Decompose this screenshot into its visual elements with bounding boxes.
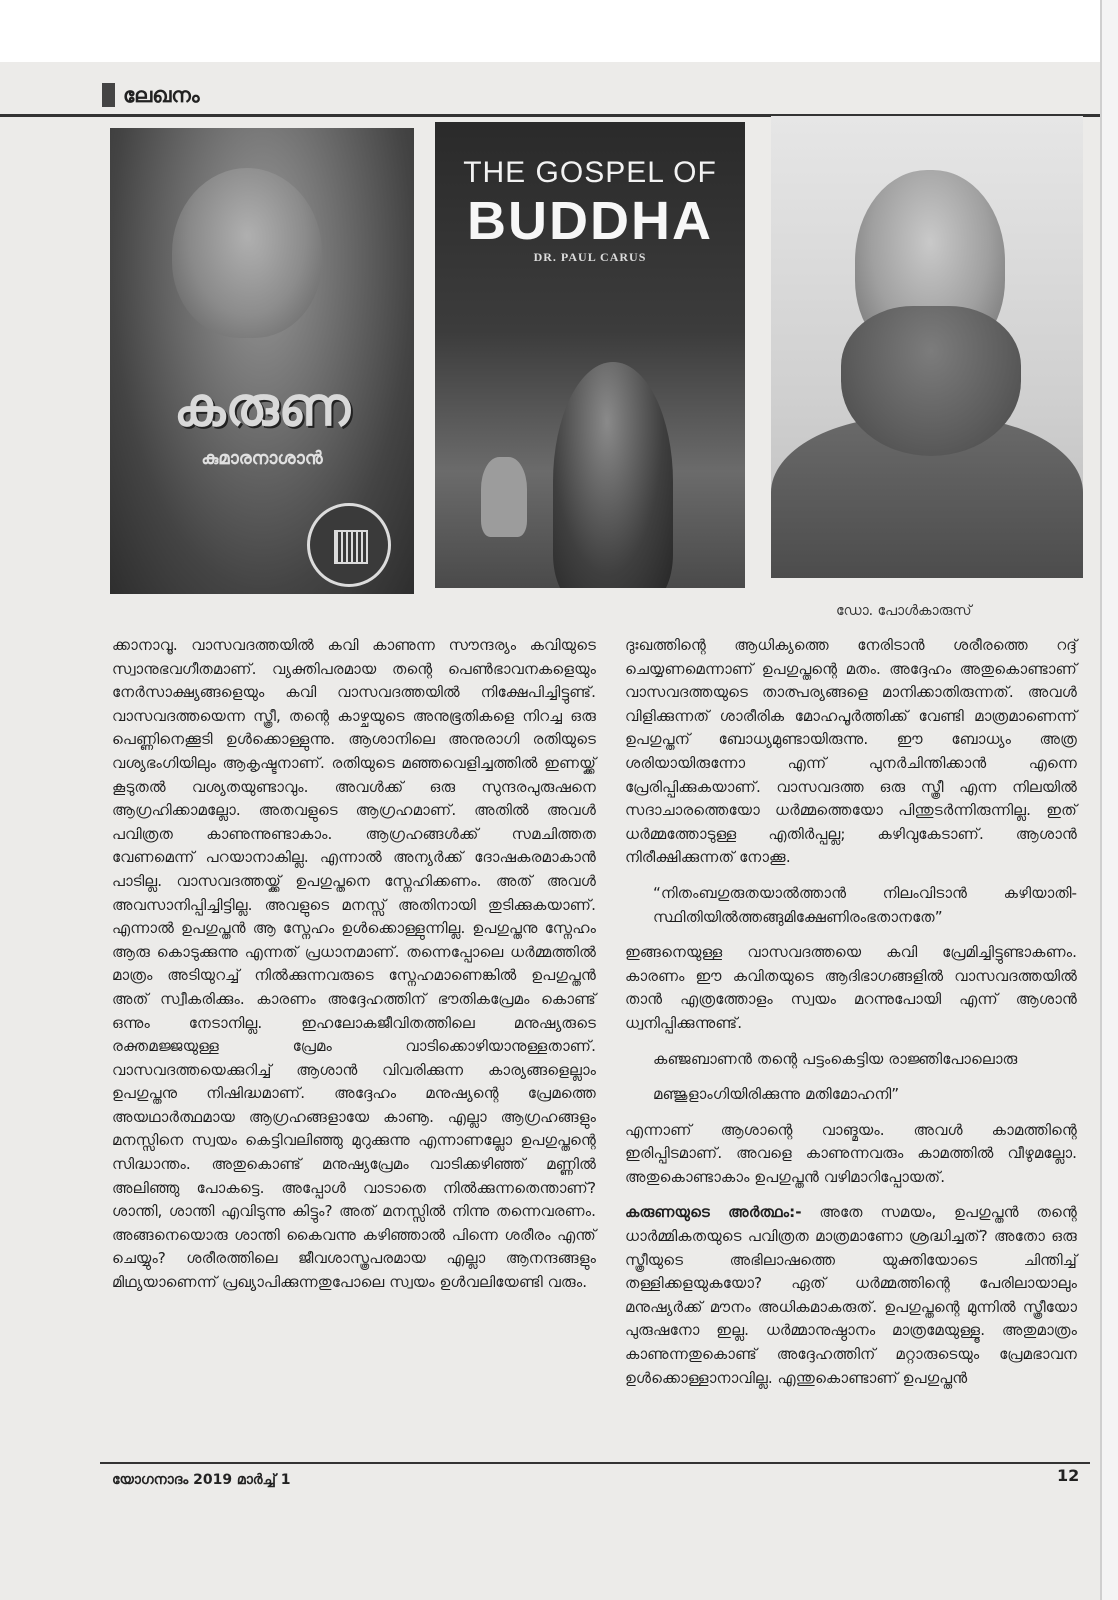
section-label: ലേഖനം [123, 82, 200, 107]
portrait-caption: ഡോ. പോൾകാരുസ് [836, 603, 972, 619]
publication-footer: യോഗനാദം 2019 മാർച്ച് 1 [112, 1472, 291, 1488]
karuna-cover-title: കരുണ [173, 374, 351, 438]
buddha-statue-image [553, 362, 673, 588]
karuna-cover-author: കുമാരനാശാൻ [201, 448, 323, 469]
article-column-left [112, 634, 596, 1307]
paragraph-text: അതേ സമയം, ഉപഗുപ്തൻ തന്റെ ധാർമ്മികതയുടെ പവിത്രത മാത്രമാണോ ശ്രദ്ധിച്ചത്? അതോ ഒരു സ്ത്രീയുടെ അഭിലാഷത്തെ യുക്തിയോടെ ചിന്തിച്ച് തള്ളിക്കളയുകയോ? ഏത് ധർമ്മത്തിന്റെ പേരിലായാലും മനുഷ്യർക്ക് മൗനം അധികമാകരുത്. ഉപഗുപ്തന്റെ മുന്നിൽ സ്ത്രീയോ പുരുഷനോ ഇല്ല. ധർമ്മാനുഷ്ഠാനം മാത്രമേയുള്ളൂ. അതുമാത്രം കാണുന്നതുകൊണ്ട് അദ്ദേഹത്തിന് മറ്റാരുടെയും പ്രേമഭാവന ഉൾക്കൊള്ളാനാവില്ല. എന്തുകൊണ്ടാണ് ഉപഗുപ്തൻ [625, 1203, 1077, 1387]
page-number: 12 [1057, 1466, 1080, 1485]
gospel-cover-title-line2: BUDDHA [467, 191, 713, 251]
subheading: കരുണയുടെ അർത്ഥം:- [625, 1203, 802, 1222]
author-portrait [771, 116, 1083, 578]
stamp-grid-icon [334, 530, 368, 564]
section-marker [102, 83, 115, 107]
paragraph [625, 1201, 1077, 1390]
bookstore-stamp-icon [307, 503, 391, 587]
gospel-book-cover [435, 122, 745, 588]
face-illustration [172, 168, 322, 338]
footer-rule [100, 1462, 1090, 1464]
paragraph: എന്നാണ് ആശാന്റെ വാങ്മയം. അവൾ കാമത്തിന്റെ ഇരിപ്പിടമാണ്. അവളെ കാണുന്നവരും കാമത്തിൽ വീഴുമല്ലോ. അതുകൊണ്ടാകാം ഉപഗുപ്തൻ വഴിമാറിപ്പോയത്. [625, 1120, 1077, 1186]
paragraph: ഇങ്ങനെയുള്ള വാസവദത്തയെ കവി പ്രേമിച്ചിട്ടുണ്ടാകണം. കാരണം ഈ കവിതയുടെ ആദിഭാഗങ്ങളിൽ വാസവദത്തയിൽ താൻ എത്രത്തോളം സ്വയം മറന്നുപോയി എന്ന് ആശാൻ ധ്വനിപ്പിക്കുന്നുണ്ട്. [625, 943, 1077, 1032]
section-header [102, 80, 200, 110]
verse-quote: “നിതംബഗുരുതയാൽത്താൻ നിലംവിടാൻ കഴിയാതി- സ്ഥിതിയിൽത്തങ്ങുമിക്ഷേണിരംഭതാനതേ” [653, 883, 1077, 926]
article-column-right [625, 634, 1077, 1402]
gospel-cover-title-line1: THE GOSPEL OF [463, 156, 717, 189]
portrait-beard [841, 306, 1021, 456]
paragraph: ദുഃഖത്തിന്റെ ആധിക്യത്തെ നേരിടാൻ ശരീരത്തെ റദ്ദ് ചെയ്യണമെന്നാണ് ഉപഗുപ്തന്റെ മതം. അദ്ദേഹം അതുകൊണ്ടാണ് വാസവദത്തയുടെ താത്പര്യങ്ങളെ മാനിക്കാതിരുന്നത്. അവൾ വിളിക്കുന്നത് ശാരീരിക മോഹപൂർത്തിക്ക് വേണ്ടി മാത്രമാണെന്ന് ഉപഗുപ്തന് ബോധ്യമുണ്ടായിരുന്നു. ഈ ബോധ്യം അത്ര ശരിയായിരുന്നോ എന്ന് പുനർചിന്തിക്കാൻ എന്നെ പ്രേരിപ്പിക്കുകയാണ്. വാസവദത്ത ഒരു സ്ത്രീ എന്ന നിലയിൽ സദാചാരത്തെയോ ധർമ്മത്തെയോ പിന്തുടർന്നിരുന്നില്ല. ഇത് ധർമ്മത്തോടുള്ള എതിർപ്പല്ല; കഴിവുകേടാണ്. ആശാൻ നിരീക്ഷിക്കുന്നത് നോക്കൂ. [625, 636, 1077, 867]
buddha-hand-image [481, 457, 527, 537]
gospel-cover-author: DR. PAUL CARUS [533, 250, 647, 264]
page-edge [1100, 0, 1118, 1600]
verse-quote: കഞ്ജബാണൻ തന്റെ പട്ടംകെട്ടിയ രാജ്ഞിപോലൊരു [653, 1049, 1018, 1068]
paragraph: ക്കാനാവൂ. വാസവദത്തയിൽ കവി കാണുന്ന സൗന്ദര്യം കവിയുടെ സ്വാനുഭവഗീതമാണ്. വ്യക്തിപരമായ തന്റെ പെൺഭാവനകളെയും നേർസാക്ഷ്യങ്ങളെയും കവി വാസവദത്തയിൽ നിക്ഷേപിച്ചിട്ടുണ്ട്. വാസവദത്തയെന്ന സ്ത്രീ, തന്റെ കാഴ്ചയുടെ അനുഭൂതികളെ നിറച്ച ഒരു പെണ്ണിനെക്കൂടി ഉൾക്കൊള്ളുന്നു. ആശാനിലെ അനുരാഗി രതിയുടെ വശ്യഭംഗിയിലും ആകൃഷ്ടനാണ്. രതിയുടെ മഞ്ഞവെളിച്ചത്തിൽ ഇണയ്ക്ക് കൂടുതൽ വശ്യതയുണ്ടാവും. അവൾക്ക് ഒരു സുന്ദരപുരുഷനെ ആഗ്രഹിക്കാമല്ലോ. അതവളുടെ ആഗ്രഹമാണ്. അതിൽ അവൾ പവിത്രത കാണുന്നുണ്ടാകാം. ആഗ്രഹങ്ങൾക്ക് സമചിത്തത വേണമെന്ന് പറയാനാകില്ല. എന്നാൽ അന്യർക്ക് ദോഷകരമാകാൻ പാടില്ല. വാസവദത്തയ്ക്ക് ഉപഗുപ്തനെ സ്നേഹിക്കണം. അത് അവൾ അവസാനിപ്പിച്ചിട്ടില്ല. അവളുടെ മനസ്സ് അതിനായി തുടിക്കുകയാണ്. എന്നാൽ ഉപഗുപ്തൻ ആ സ്നേഹം ഉൾക്കൊള്ളുന്നില്ല. ഉപഗുപ്തനു സ്നേഹം ആരു കൊടുക്കുന്നു എന്നത് പ്രധാനമാണ്. തന്നെപ്പോലെ ധർമ്മത്തിൽ മാത്രം അടിയുറച്ച് നിൽക്കുന്നവരുടെ സ്നേഹമാണെങ്കിൽ ഉപഗുപ്തൻ അത് സ്വീകരിക്കും. കാരണം അദ്ദേഹത്തിന് ഭൗതികപ്രേമം കൊണ്ട് ഒന്നും നേടാനില്ല. ഇഹലോകജീവിതത്തിലെ മനുഷ്യരുടെ രക്തമജ്ജയുള്ള പ്രേമം വാടിക്കൊഴിയാനുള്ളതാണ്. വാസവദത്തയെക്കുറിച്ച് ആശാൻ വിവരിക്കുന്ന കാര്യങ്ങളെല്ലാം ഉപഗുപ്തനു നിഷിദ്ധമാണ്. അദ്ദേഹം മനുഷ്യന്റെ പ്രേമത്തെ അയഥാർത്ഥമായ ആഗ്രഹങ്ങളായേ കാണൂ. എല്ലാ ആഗ്രഹങ്ങളും മനസ്സിനെ സ്വയം കെട്ടിവലിഞ്ഞു മുറുക്കുന്നു എന്നാണല്ലോ ഉപഗുപ്തന്റെ സിദ്ധാന്തം. അതുകൊണ്ട് മനുഷ്യപ്രേമം വാടിക്കഴിഞ്ഞ് മണ്ണിൽ അലിഞ്ഞു പോകട്ടെ. അപ്പോൾ വാടാതെ നിൽക്കുന്നതെന്താണ്? ശാന്തി, ശാന്തി എവിടുന്നു കിട്ടും? അത് മനസ്സിൽ നിന്നു തന്നെവരണം. അങ്ങനെയൊരു ശാന്തി കൈവന്നു കഴിഞ്ഞാൽ പിന്നെ ശരീരം എന്ത് ചെയ്യും? ശരീരത്തിലെ ജീവശാസ്ത്രപരമായ എല്ലാ ആനന്ദങ്ങളും മിഥ്യയാണെന്ന് പ്രഖ്യാപിക്കുന്നതുപോലെ സ്വയം ഉൾവലിയേണ്ടി വരും. [112, 636, 596, 1292]
karuna-book-cover [110, 128, 414, 594]
verse-quote: മഞ്ജുളാംഗിയിരിക്കുന്നു മതിമോഹനി” [653, 1085, 900, 1104]
